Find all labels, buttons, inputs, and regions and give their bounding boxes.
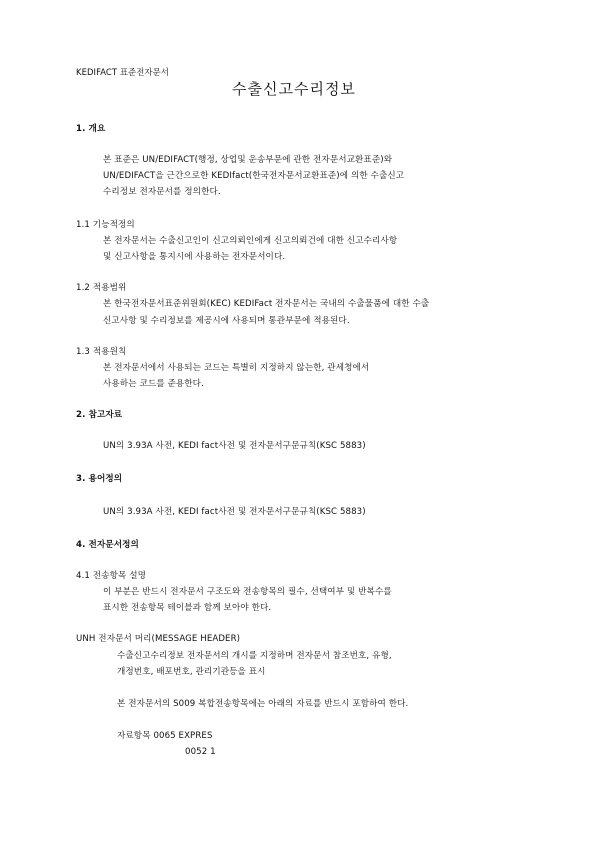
section-4-1-line: 이 부분은 반드시 전자문서 구조도와 전송항목의 필수, 선택여부 및 반복수를 <box>103 587 392 597</box>
section-4-1-line: 표시한 전송항목 테이블과 함께 보아야 한다. <box>103 603 272 613</box>
section-1-line: UN/EDIFACT을 근간으로한 KEDIfact(한국전자문서교환표준)에 의한 수출신고 <box>103 171 405 181</box>
unh-line: 수출신고수리정보 전자문서의 개시를 지정하며 전자문서 참조번호, 유형, <box>117 651 392 661</box>
section-1-3-line: 본 전자문서에서 사용되는 코드는 특별히 지정하지 않는한, 관세청에서 <box>103 363 370 373</box>
document-header: KEDIFACT 표준전자문서 <box>76 67 169 77</box>
section-1-1-heading: 1.1 기능적정의 <box>76 220 135 230</box>
unh-heading: UNH 전자문서 머리(MESSAGE HEADER) <box>76 634 241 644</box>
unh-line: 개정번호, 배포번호, 관리기관등을 표시 <box>117 667 266 677</box>
section-3-heading: 3. 용어정의 <box>76 474 123 484</box>
section-4-heading: 4. 전자문서정의 <box>76 540 139 550</box>
unh-item: 0052 1 <box>185 747 216 757</box>
section-1-2-line: 신고사항 및 수리정보를 제공시에 사용되며 통관부문에 적용된다. <box>103 316 350 326</box>
section-4-1-heading: 4.1 전송항목 설명 <box>76 571 147 581</box>
section-1-2-heading: 1.2 적용범위 <box>76 283 127 293</box>
section-1-1-line: 본 전자문서는 수출신고인이 신고의뢰인에게 신고의뢰건에 대한 신고수리사항 <box>103 236 398 246</box>
section-1-1-line: 및 신고사항을 통지시에 사용하는 전자문서이다. <box>103 252 286 262</box>
section-1-2-line: 본 한국전자문서표준위원회(KEC) KEDIFact 전자문서는 국내의 수출물품에 대한 수출 <box>103 299 430 309</box>
section-3-line: UN의 3.93A 사전, KEDI fact사전 및 전자문서구문규칙(KSC 5883) <box>103 507 366 517</box>
section-1-3-heading: 1.3 적용원칙 <box>76 347 127 357</box>
unh-note: 본 전자문서의 S009 복합전송항목에는 아래의 자료를 반드시 포함하여 한다. <box>117 699 409 709</box>
section-1-line: 수리정보 전자문서를 정의한다. <box>103 187 221 197</box>
section-1-heading: 1. 개요 <box>76 124 106 134</box>
section-2-heading: 2. 참고자료 <box>76 410 123 420</box>
document-title: 수출신고수리정보 <box>232 80 356 98</box>
section-1-line: 본 표준은 UN/EDIFACT(행정, 상업및 운송부문에 관한 전자문서교환표준)와 <box>103 155 393 165</box>
section-1-3-line: 사용하는 코드를 준용한다. <box>103 379 204 389</box>
section-2-line: UN의 3.93A 사전, KEDI fact사전 및 전자문서구문규칙(KSC 5883) <box>103 441 366 451</box>
unh-item: 자료항목 0065 EXPRES <box>117 731 213 741</box>
